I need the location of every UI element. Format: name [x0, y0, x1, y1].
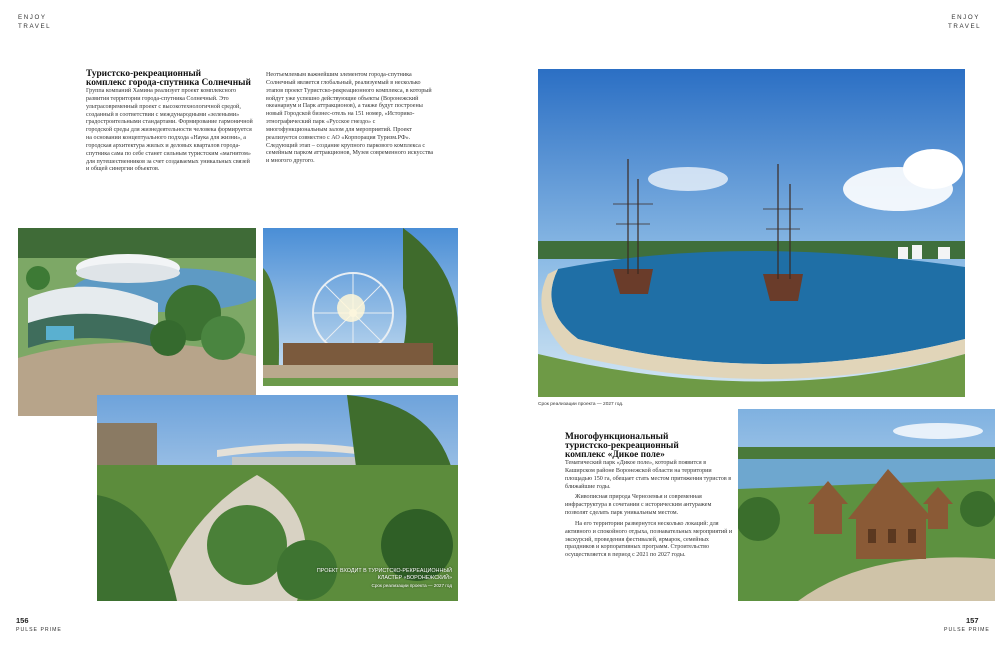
- article2-body: [565, 460, 735, 560]
- article1-col1-text: Группа компаний Хамина реализует проект комплексного развития территории города-спутника Солнечный. Это ультрасовременный проект с высокотехнологичной средой, созданный в соответствии с международными «зелеными» градостроительными стандартами. Формирование гармоничной городской среды для жизнедеятельности человека формируется на основании концептуального подхода «Наука для жизни», а городская архитектура жилых и деловых кварталов города-спутника сама по себе станет сильным туристским «магнитом» для путешественников за счет создаваемых уникальных связей и общей синергии объектов.: [86, 88, 253, 173]
- harbor-caption: Срок реализации проекта — 2027 год.: [538, 402, 624, 407]
- article2-heading: [565, 433, 735, 460]
- article2-paragraph: Живописная природа Черноземья и современная инфраструктура в сочетании с историческим антуражем позволят сделать парк уникальным местом.: [565, 494, 712, 517]
- overlay-caption-line: ПРОЕКТ ВХОДИТ В ТУРИСТСКО-РЕКРЕАЦИОННЫЙ: [316, 568, 452, 574]
- photo-harbor: [538, 69, 965, 397]
- article2: [565, 433, 735, 560]
- photo-ferris-wheel: [263, 228, 458, 386]
- heading-line: Туристско-рекреационный: [86, 69, 202, 79]
- right-page-number: 157: [966, 616, 979, 625]
- overlay-caption-line: КЛАСТЕР «ВОРОНЕЖСКИЙ»: [377, 575, 452, 581]
- article2-paragraph: Тематический парк «Дикое поле», который появится в Каширском районе Воронежской области на территории площадью 150 га, обещает стать местом притяжения туристов в ближайшие годы.: [565, 460, 732, 490]
- heading-line: туристско-рекреационный: [565, 441, 679, 451]
- kicker-line: TRAVEL: [948, 23, 982, 30]
- right-magazine-name: PULSE PRIME: [944, 627, 990, 633]
- left-kicker: [18, 13, 51, 31]
- article1-col1: [86, 70, 254, 174]
- overlay-caption-term: Срок реализации проекта — 2027 год: [371, 583, 452, 588]
- article1-heading: [86, 70, 254, 88]
- park-overlay-caption: [262, 568, 452, 589]
- kicker-line: ENJOY: [951, 14, 980, 21]
- kicker-line: ENJOY: [18, 14, 47, 21]
- left-magazine-name: PULSE PRIME: [16, 627, 62, 633]
- photo-oceanarium: [18, 228, 256, 416]
- heading-line: Многофункциональный: [565, 432, 669, 442]
- left-page-number: 156: [16, 616, 29, 625]
- article2-paragraph: На его территории развернутся несколько локаций: для активного и спокойного отдыха, познавательных мероприятий и экскурсий, проведения фестивалей, ярмарок, семейных праздников и корпоративных программ. Строительство осуществляется в период с 2021 по 2027 годы.: [565, 520, 733, 559]
- article1-col2-text: Неотъемлемым важнейшим элементом города-спутника Солнечный является глобальный, реализуемый в несколько этапов проект Туристско-рекреационного комплекса, в который войдут уже успешно действующие объекты (Воронежский океанариум и Парк аттракционов), а также будут построены новый Городской бизнес-отель на 151 номер, «Историко-этнографический парк «Русское гнездо» с многофункциональным залом для мероприятий. Проект реализуется совместно с АО «Корпорация Туризм.РФ». Следующий этап – создание крупного паркового комплекса с семейным парком аттракционов, Музея современного искусства и многого другого.: [266, 72, 434, 165]
- heading-line: комплекс города-спутника Солнечный: [86, 78, 251, 88]
- kicker-line: TRAVEL: [18, 23, 52, 30]
- right-kicker: [948, 13, 980, 31]
- photo-wooden-pavilion: [738, 409, 995, 601]
- heading-line: комплекс «Дикое поле»: [565, 450, 665, 460]
